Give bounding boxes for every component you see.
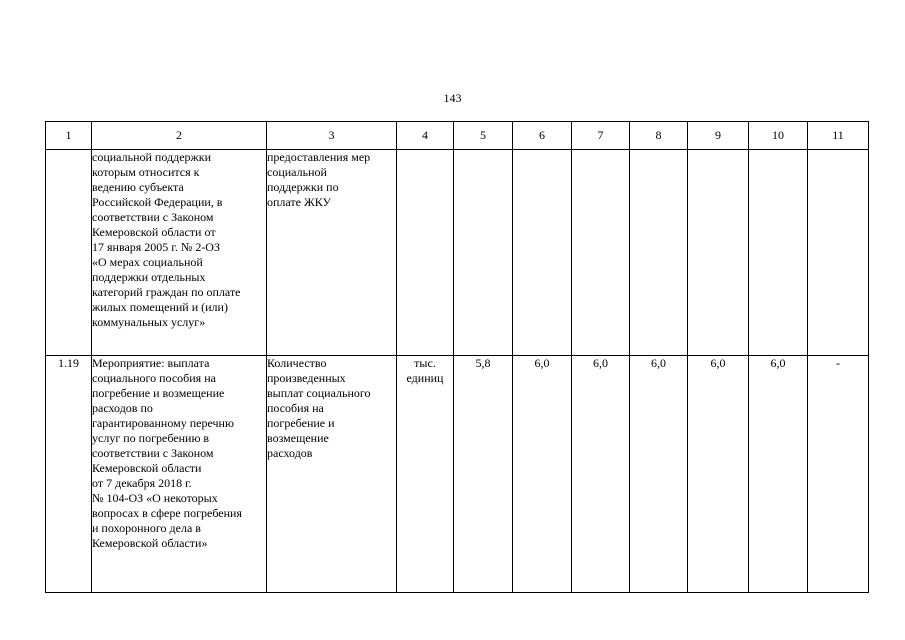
page-number: 143 [443, 91, 462, 105]
data-table [45, 121, 869, 593]
column-header: 2 [92, 122, 267, 150]
column-header: 5 [454, 122, 513, 150]
description-line: услуг по погребению в [92, 431, 210, 445]
description-line: погребение и возмещение [92, 386, 225, 400]
description-line: жилых помещений и (или) [92, 300, 228, 314]
column-header: 7 [572, 122, 630, 150]
column-header: 9 [688, 122, 749, 150]
value-cell: 5,8 [454, 356, 513, 593]
value-cell [572, 150, 630, 356]
column-header: 4 [397, 122, 454, 150]
row-number-cell [46, 150, 92, 356]
indicator-line: расходов [267, 446, 313, 460]
row-number-cell: 1.19 [46, 356, 92, 593]
indicator-line: Количество [267, 356, 327, 370]
indicator-line: предоставления мер [267, 150, 371, 164]
description-line: поддержки отдельных [92, 270, 206, 284]
description-line: гарантированному перечню [92, 416, 234, 430]
description-line: расходов по [92, 401, 153, 415]
description-line: социального пособия на [92, 371, 216, 385]
unit-cell [397, 150, 454, 356]
unit-line: тыс. [414, 356, 436, 370]
column-header: 8 [630, 122, 688, 150]
indicator-line: погребение и [267, 416, 335, 430]
description-line: соответствии с Законом [92, 210, 214, 224]
indicator-line: произведенных [267, 371, 346, 385]
value-cell [630, 150, 688, 356]
column-header: 6 [513, 122, 572, 150]
table-row [46, 150, 869, 356]
description-line: вопросах в сфере погребения [92, 506, 242, 520]
description-line: и похоронного дела в [92, 521, 201, 535]
column-header: 11 [808, 122, 869, 150]
column-header: 10 [749, 122, 808, 150]
description-line: Кемеровской области [92, 461, 202, 475]
value-cell [688, 150, 749, 356]
table-header-row [46, 122, 869, 150]
value-cell [513, 150, 572, 356]
description-line: Кемеровской области от [92, 225, 216, 239]
description-cell [92, 356, 267, 593]
description-line: категорий граждан по оплате [92, 285, 241, 299]
column-header: 3 [267, 122, 397, 150]
indicator-line: выплат социального [267, 386, 371, 400]
description-line: которым относится к [92, 165, 200, 179]
value-cell: 6,0 [572, 356, 630, 593]
value-cell [808, 150, 869, 356]
description-line: № 104-ОЗ «О некоторых [92, 491, 218, 505]
value-cell: 6,0 [749, 356, 808, 593]
table-row [46, 356, 869, 593]
value-cell: 6,0 [630, 356, 688, 593]
description-line: коммунальных услуг» [92, 315, 206, 329]
indicator-cell [267, 356, 397, 593]
indicator-cell [267, 150, 397, 356]
value-cell: 6,0 [513, 356, 572, 593]
indicator-line: возмещение [267, 431, 329, 445]
indicator-line: поддержки по [267, 180, 339, 194]
indicator-line: пособия на [267, 401, 324, 415]
description-line: соответствии с Законом [92, 446, 214, 460]
description-line: «О мерах социальной [92, 255, 203, 269]
value-cell: - [808, 356, 869, 593]
value-cell: 6,0 [688, 356, 749, 593]
description-line: от 7 декабря 2018 г. [92, 476, 192, 490]
description-line: социальной поддержки [92, 150, 212, 164]
value-cell [454, 150, 513, 356]
indicator-line: социальной [267, 165, 327, 179]
description-line: Кемеровской области» [92, 536, 208, 550]
unit-line: единиц [406, 371, 444, 385]
indicator-line: оплате ЖКУ [267, 195, 332, 209]
description-line: Мероприятие: выплата [92, 356, 210, 370]
value-cell [749, 150, 808, 356]
column-header: 1 [46, 122, 92, 150]
description-cell [92, 150, 267, 356]
description-line: Российской Федерации, в [92, 195, 223, 209]
description-line: ведению субъекта [92, 180, 184, 194]
unit-cell [397, 356, 454, 593]
description-line: 17 января 2005 г. № 2-ОЗ [92, 240, 220, 254]
